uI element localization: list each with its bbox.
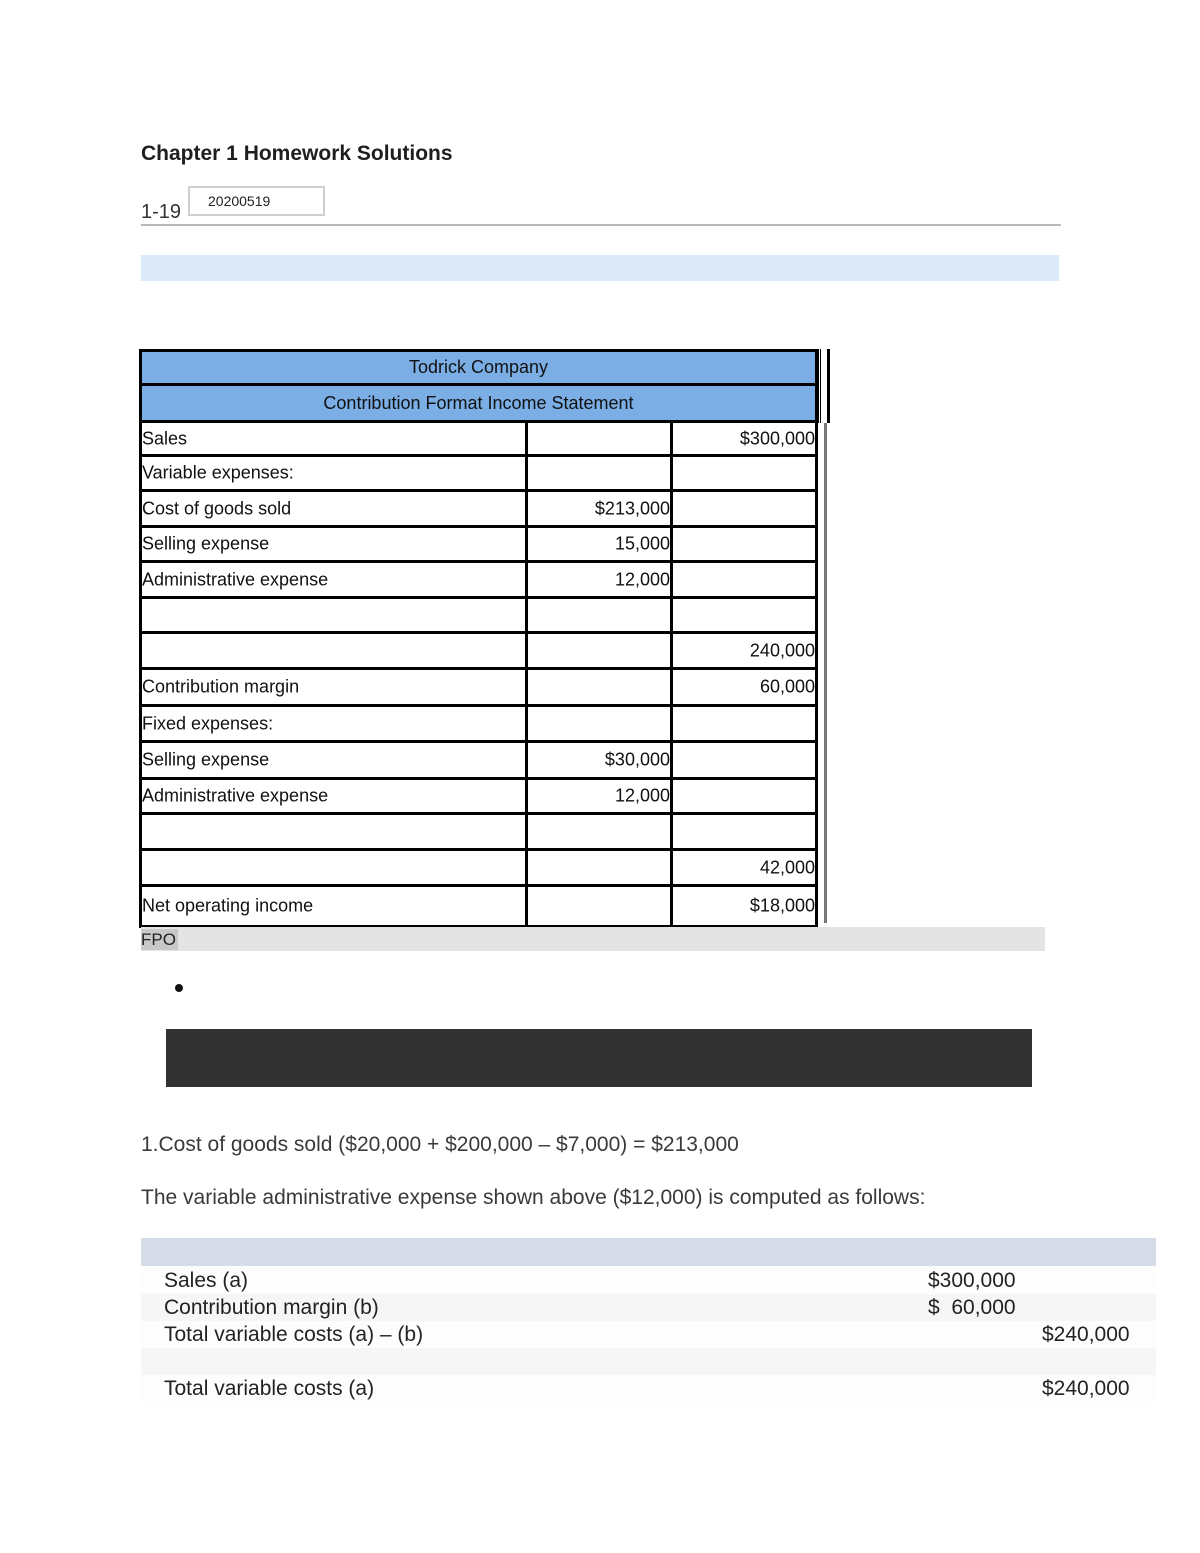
statement-detail-cell <box>528 707 673 740</box>
statement-total-cell <box>673 887 815 925</box>
statement-total-cell <box>673 528 815 560</box>
statement-label: Contribution margin <box>142 676 300 697</box>
statement-row <box>142 599 815 634</box>
date-stamp-box: 20200519 <box>188 186 325 216</box>
statement-detail-cell <box>528 743 673 777</box>
statement-detail-cell <box>528 492 673 525</box>
statement-label: Cost of goods sold <box>142 498 292 518</box>
statement-label-cell <box>142 528 528 560</box>
calc-total: $240,000 <box>1042 1377 1130 1400</box>
statement-label: Variable expenses: <box>142 462 294 483</box>
statement-detail-cell <box>528 528 673 560</box>
statement-label-cell <box>142 707 528 740</box>
statement-detail-amount: 12,000 <box>614 569 670 589</box>
statement-row <box>142 563 815 599</box>
note-variable-admin: The variable administrative expense shown above ($12,000) is computed as follows: <box>141 1186 926 1209</box>
statement-total-cell <box>673 634 815 667</box>
statement-total-cell <box>673 851 815 884</box>
fpo-label: FPO <box>141 930 176 949</box>
statement-label-cell <box>142 851 528 884</box>
statement-detail-amount: 12,000 <box>614 785 670 806</box>
statement-detail-cell <box>528 599 673 631</box>
problem-number: 1-19 <box>141 201 182 223</box>
statement-total-cell <box>673 815 815 848</box>
statement-row <box>142 457 815 492</box>
statement-row <box>142 528 815 563</box>
statement-row <box>142 815 815 851</box>
statement-row <box>142 423 815 457</box>
statement-total-amount: 240,000 <box>749 640 815 660</box>
statement-detail-cell <box>528 780 673 812</box>
statement-row <box>142 887 815 925</box>
calc-row <box>141 1321 1156 1348</box>
calc-total: $240,000 <box>1042 1323 1130 1346</box>
statement-total-cell <box>673 743 815 777</box>
statement-total-cell <box>673 780 815 812</box>
statement-total-cell <box>673 599 815 631</box>
calc-row <box>141 1348 1156 1375</box>
dark-banner <box>166 1029 1032 1087</box>
statement-detail-cell <box>528 887 673 925</box>
statement-label-cell <box>142 423 528 454</box>
calc-label: Sales (a) <box>164 1269 249 1292</box>
fpo-band <box>141 927 1045 951</box>
statement-total-amount: 42,000 <box>759 857 815 877</box>
calc-subtotal: $ 60,000 <box>928 1296 1016 1319</box>
statement-row <box>142 492 815 528</box>
statement-total-amount: $300,000 <box>739 428 815 448</box>
statement-label: Net operating income <box>142 895 314 916</box>
statement-label-cell <box>142 815 528 848</box>
statement-detail-amount: 15,000 <box>614 533 670 554</box>
calc-table-header <box>141 1238 1156 1266</box>
calc-subtotal: $300,000 <box>928 1269 1016 1292</box>
statement-edge-line <box>824 423 827 923</box>
blue-banner <box>141 255 1059 281</box>
statement-detail-cell <box>528 851 673 884</box>
statement-label: Administrative expense <box>142 785 329 806</box>
statement-detail-cell <box>528 563 673 596</box>
statement-label: Selling expense <box>142 533 270 554</box>
statement-row <box>142 670 815 707</box>
statement-detail-amount: $30,000 <box>604 749 670 770</box>
statement-total-cell <box>673 423 815 454</box>
statement-company-header: Todrick Company <box>142 352 815 386</box>
statement-label-cell <box>142 457 528 489</box>
statement-label: Selling expense <box>142 749 270 770</box>
statement-label-cell <box>142 634 528 667</box>
statement-detail-cell <box>528 457 673 489</box>
statement-detail-cell <box>528 423 673 454</box>
statement-detail-cell <box>528 634 673 667</box>
statement-label-cell <box>142 670 528 704</box>
calc-row <box>141 1267 1156 1294</box>
statement-detail-cell <box>528 670 673 704</box>
statement-row <box>142 743 815 780</box>
calc-label: Total variable costs (a) <box>164 1377 375 1400</box>
statement-detail-cell <box>528 815 673 848</box>
calc-label: Contribution margin (b) <box>164 1296 379 1319</box>
statement-label: Fixed expenses: <box>142 713 274 733</box>
statement-label-cell <box>142 743 528 777</box>
statement-row <box>142 707 815 743</box>
statement-edge-marker <box>818 349 830 423</box>
statement-subtitle-header: Contribution Format Income Statement <box>142 386 815 423</box>
bullet-dot <box>175 984 183 992</box>
statement-label-cell <box>142 780 528 812</box>
statement-label-cell <box>142 563 528 596</box>
calc-row <box>141 1375 1156 1402</box>
header-divider <box>141 224 1061 226</box>
statement-total-cell <box>673 492 815 525</box>
statement-total-cell <box>673 563 815 596</box>
calc-row <box>141 1294 1156 1321</box>
statement-label: Sales <box>142 428 188 448</box>
statement-row <box>142 634 815 670</box>
statement-total-cell <box>673 670 815 704</box>
statement-total-cell <box>673 457 815 489</box>
statement-detail-amount: $213,000 <box>594 498 670 518</box>
statement-label-cell <box>142 492 528 525</box>
statement-total-amount: 60,000 <box>759 676 815 697</box>
statement-label: Administrative expense <box>142 569 329 589</box>
calc-label: Total variable costs (a) – (b) <box>164 1323 424 1346</box>
statement-label-cell <box>142 599 528 631</box>
note-cost-of-goods-sold: 1.Cost of goods sold ($20,000 + $200,000 – $7,000) = $213,000 <box>141 1133 739 1156</box>
statement-row <box>142 780 815 815</box>
statement-total-cell <box>673 707 815 740</box>
statement-label-cell <box>142 887 528 925</box>
statement-total-amount: $18,000 <box>749 895 815 916</box>
page-title: Chapter 1 Homework Solutions <box>141 142 453 165</box>
statement-row <box>142 851 815 887</box>
